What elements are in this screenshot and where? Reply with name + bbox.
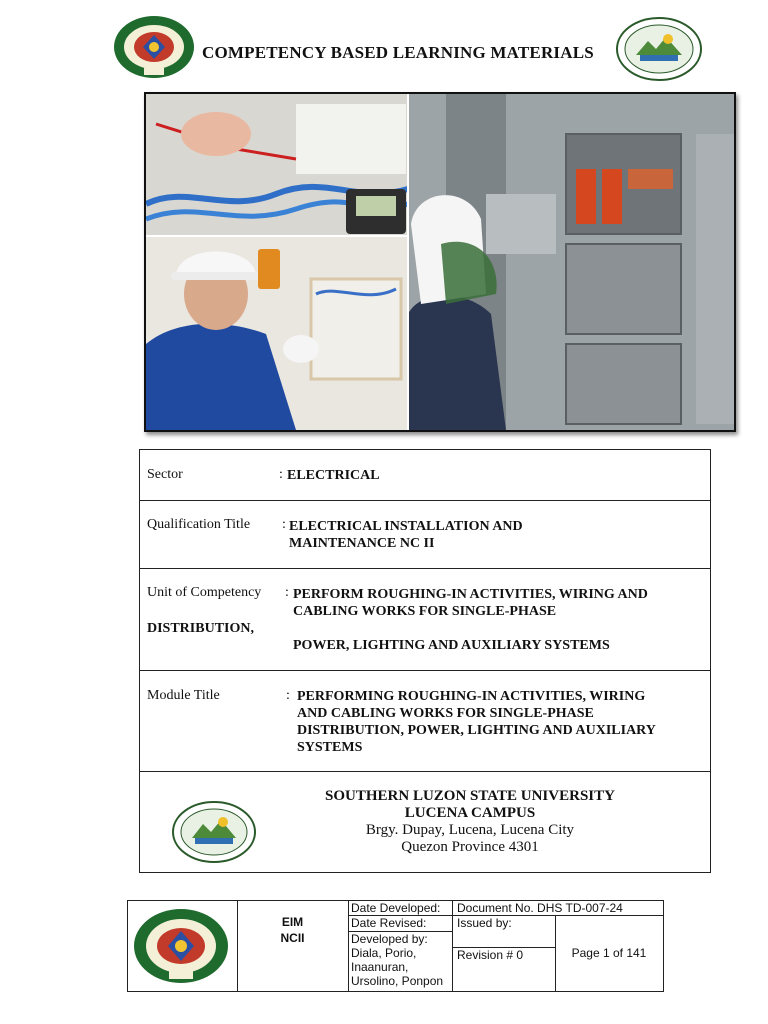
qualification-line2: MAINTENANCE NC II <box>289 536 435 551</box>
address-line2: Quezon Province 4301 <box>401 839 539 855</box>
university-block <box>140 788 710 856</box>
sector-separator: : <box>279 467 283 482</box>
qualification-row <box>140 501 710 569</box>
developers-line2: Inaanuran, <box>351 960 409 974</box>
competency-info-table <box>139 449 711 873</box>
module-line2: AND CABLING WORKS FOR SINGLE-PHASE <box>297 706 594 721</box>
module-row <box>140 671 710 772</box>
developed-by-label: Developed by: <box>351 932 428 946</box>
module-line1: PERFORMING ROUGHING-IN ACTIVITIES, WIRING <box>297 689 646 704</box>
revision-number: Revision # 0 <box>457 948 524 962</box>
date-developed-label: Date Developed: <box>351 901 441 915</box>
module-label: Module Title <box>147 688 220 703</box>
qualification-separator: : <box>282 517 286 532</box>
university-name: SOUTHERN LUZON STATE UNIVERSITY <box>325 788 615 804</box>
sector-value: ELECTRICAL <box>287 468 380 483</box>
developers-line3: Ursolino, Ponpon <box>351 974 444 988</box>
developers-line1: Diala, Porio, <box>351 946 417 960</box>
address-line1: Brgy. Dupay, Lucena, Lucena City <box>365 822 575 838</box>
unit-line2: CABLING WORKS FOR SINGLE-PHASE <box>293 604 557 619</box>
university-row <box>140 772 710 872</box>
sector-row <box>140 450 710 501</box>
document-control-table <box>127 900 664 992</box>
unit-line1: PERFORM ROUGHING-IN ACTIVITIES, WIRING AND <box>293 587 648 602</box>
unit-separator: : <box>285 585 289 600</box>
photo-technician-panel <box>408 94 734 430</box>
footer-logo <box>132 907 230 988</box>
document-title: COMPETENCY BASED LEARNING MATERIALS <box>202 43 594 62</box>
cover-photo-collage <box>144 92 736 432</box>
module-separator: : <box>286 688 290 703</box>
slsu-logo-right <box>616 17 702 81</box>
page-number: Page 1 of 141 <box>571 946 647 960</box>
unit-line3-left: DISTRIBUTION, <box>147 621 254 636</box>
module-line4: SYSTEMS <box>297 740 363 755</box>
photo-electrician-meter <box>146 236 408 430</box>
ncii-label: NCII <box>280 931 305 945</box>
qualification-line1: ELECTRICAL INSTALLATION AND <box>289 519 523 534</box>
unit-row <box>140 569 710 671</box>
document-number: Document No. DHS TD-007-24 <box>457 901 623 915</box>
slsu-logo-left <box>113 15 195 79</box>
eim-label: EIM <box>281 915 304 929</box>
campus-name: LUCENA CAMPUS <box>404 805 536 821</box>
issued-by-label: Issued by: <box>457 916 512 930</box>
date-revised-label: Date Revised: <box>351 916 427 930</box>
unit-label: Unit of Competency <box>147 585 262 600</box>
photo-wiring-meter <box>146 94 408 236</box>
unit-line3-right: POWER, LIGHTING AND AUXILIARY SYSTEMS <box>293 638 610 653</box>
module-line3: DISTRIBUTION, POWER, LIGHTING AND AUXILIARY <box>297 723 656 738</box>
qualification-label: Qualification Title <box>147 517 251 532</box>
sector-label: Sector <box>147 467 183 482</box>
